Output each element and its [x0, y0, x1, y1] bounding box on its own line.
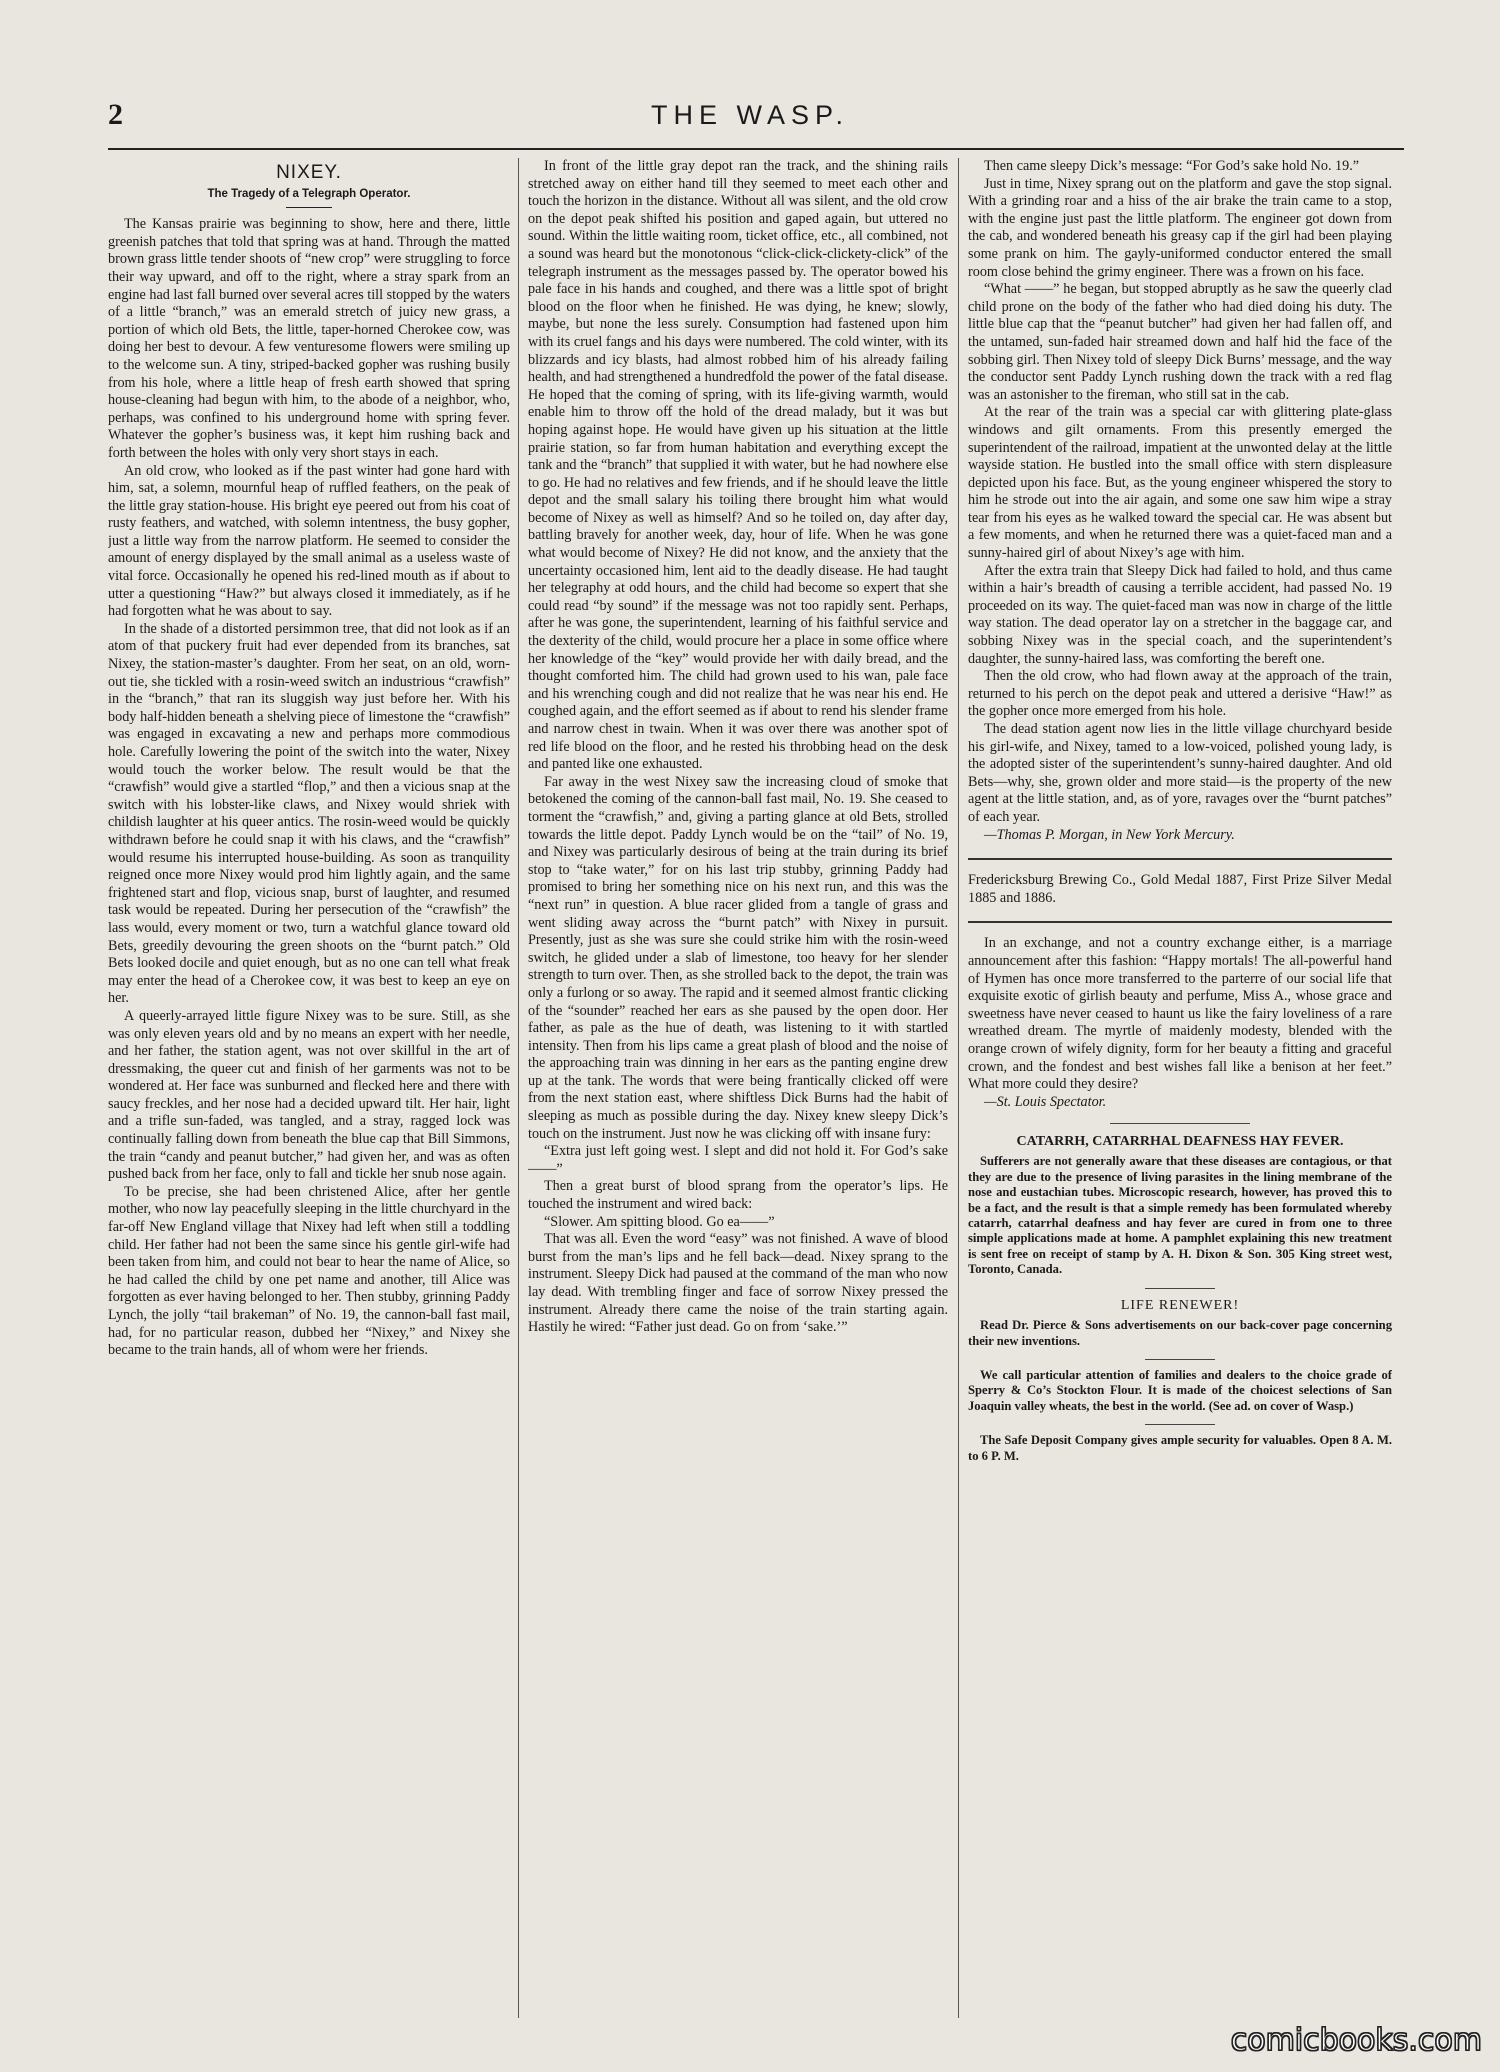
article-paragraph: An old crow, who looked as if the past winter had gone hard with him, sat, a solemn, mournful heap of ruffled feathers, on the peak of the little gray station-house. His bright eye peered out from his coat of rusty feathers, and watched, with solemn intentness, the busy gopher, just a little way from the narrow platform. He seemed to consider the amount of energy displayed by the small animal as a useless waste of vital force. Occasionally he opened his red-lined mouth as if about to utter a questioning “Haw?” but always closed it immediately, as if he had forgotten what he was about to say. [108, 462, 510, 620]
article-paragraph: In the shade of a distorted persimmon tree, that did not look as if an atom of that puckery fruit had ever depended from its branches, sat Nixey, the station-master’s daughter. From her seat, on an old, worn-out tie, she tickled with a rosin-weed switch an industrious “crawfish” in the “branch,” that ran its sluggish way just before her. With his body half-hidden beneath a shelving piece of limestone the “crawfish” was engaged in excavating a new and perhaps more commodious hole. Carefully lowering the point of the switch into the water, Nixey would touch the worker below. The result would be that the “crawfish” would give a startled “flop,” and then a vicious snap at the switch with his lobster-like claws, and Nixey would shriek with childish laughter at his queer antics. The rosin-weed would be quickly withdrawn before he could snap it with his claws, and the “crawfish” would resume his interrupted house-building. As soon as tranquility reigned once more Nixey would prod him lightly again, and the same frightened start and flop, vicious snap, burst of laughter, and resumed task would be repeated. During her persecution of the “crawfish” the lass would, every moment or two, turn a watchful glance toward old Bets, greedily devouring the green shoots on the “burnt patch.” Old Bets looked docile and quiet enough, but as no one can tell what freak may enter the head of a Cherokee cow, it was best to keep an eye on her. [108, 620, 510, 1007]
column-2 [528, 158, 948, 2028]
hymen-paragraph: In an exchange, and not a country exchange either, is a marriage announcement after this fashion: “Happy mortals! The all-powerful hand of Hymen has once more transferred to the parterre of our social life that exquisite exotic of girlish beauty and perfume, Miss A., whose grace and sweetness have never ceased to haunt us like the fairy loveliness of a rare wreathed dream. The myrtle of maidenly modesty, blended with the orange crown of wifely dignity, form for her beauty a fitting and graceful crown, and the fondest and best wishes fall like a benison at her feet.” What more could they desire? [968, 935, 1392, 1093]
short-rule [1110, 1123, 1250, 1124]
article-paragraph: In front of the little gray depot ran the track, and the shining rails stretched away on either hand till they seemed to meet each other and touch the horizon in the distance. Without all was silent, and the old crow on the depot peak shifted his position and gaped again, but uttered no sound. Within the little waiting room, ticket office, etc., all combined, not a sound was heard but the monotonous “click-click-clickety-click” of the telegraph instrument as the messages passed by. The operator bowed his pale face in his hands and coughed, and there was a little spot of bright blood on the floor when he finished. He was dying, he knew; slowly, maybe, but none the less surely. Consumption had fastened upon him with its cruel fangs and his days were numbered. The cold winter, with its blizzards and icy blasts, had almost robbed him of his already failing health, and had strengthened a hundredfold the power of the fatal disease. He hoped that the coming of spring, with its life-giving warmth, would enable him to throw off the hold of the dread malady, but it was but hoping against hope. He would have given up his situation at the little prairie station, so far from human habitation and everything except the tank and the “branch” that supplied it with water, but he had nowhere else to go. He had no relatives and few friends, and if he should leave the little depot and the small salary his toiling there brought him what would become of Nixey as well as himself? And so he toiled on, day after day, battling bravely for another week, day, hour of life. When he was gone what would become of Nixey? He did not know, and the anxiety that the uncertainty occasioned him, lent aid to the deadly disease. He had taught her telegraphy at odd hours, and the child had become so expert that she could read “by sound” if the message was not too rapidly sent. Perhaps, after he was gone, the superintendent, learning of his faithful service and the dexterity of the child, would procure her a place in some office where her knowledge of the “key” would provide her with daily bread, and the thought comforted him. The child had grown used to his wan, pale face and his wrenching cough and did not realize that he was near his end. He coughed again, and the effort seemed as if about to rend his slender frame and narrow chest in twain. When it was over there was another spot of red life blood on the floor, and he rested his throbbing head on the desk and panted like one exhausted. [528, 158, 948, 773]
safe-deposit-text: The Safe Deposit Company gives ample security for valuables. Open 8 A. M. to 6 P. M. [968, 1433, 1392, 1463]
article-byline: —Thomas P. Morgan, in New York Mercury. [984, 826, 1235, 843]
page-number: 2 [108, 98, 123, 131]
article-paragraph: To be precise, she had been christened Alice, after her gentle mother, who now lay peacefully sleeping in the little churchyard in the far-off New England village that Nixey had left when still a toddling child. Her father had not been the same since his gentle girl-wife had been taken from him, and could not bear to hear the name of Alice, so he had called the child by one pet name and another, till Alice was forgotten as ever having belonged to her. Then stubby, grinning Paddy Lynch, the jolly “tail brakeman” of No. 19, the cannon-ball fast mail, had, for no particular reason, dubbed her “Nixey,” and Nixey she became to the train hands, all of whom were her friends. [108, 1183, 510, 1359]
flour-text: We call particular attention of families and dealers to the choice grade of Sperry & Co’s Stockton Flour. It is made of the choicest selections of San Joaquin valley wheats, the best in the world. (See ad. on cover of Wasp.) [968, 1367, 1392, 1413]
section-rule [968, 858, 1392, 860]
title-rule [286, 207, 332, 208]
life-renewer-heading: LIFE RENEWER! [1120, 1297, 1240, 1313]
article-paragraph: “What ——” he began, but stopped abruptly as he saw the queerly clad child prone on the body of the father who had died doing his duty. The little blue cap that the “peanut butcher” had given her had fallen off, and the untamed, sun-faded hair streamed down and half hid the face of the sobbing girl. Then Nixey told of sleepy Dick Burns’ message, and the way the conductor sent Paddy Lynch rushing down the track with a red flag was an astonisher to the fireman, who still sat in the cab. [968, 281, 1392, 403]
article-paragraph: “Extra just left going west. I slept and did not hold it. For God’s sake ——” [528, 1143, 948, 1177]
masthead: THE WASP. [650, 100, 850, 130]
short-rule [1145, 1424, 1215, 1425]
article-paragraph: Then came sleepy Dick’s message: “For God’s sake hold No. 19.” [984, 158, 1360, 174]
article-subtitle: The Tragedy of a Telegraph Operator. [207, 187, 411, 200]
header-rule [108, 148, 1404, 150]
life-renewer-ad [968, 1318, 1392, 1349]
catarrh-heading: CATARRH, CATARRHAL DEAFNESS HAY FEVER. [1016, 1134, 1344, 1150]
column-divider [958, 158, 959, 2018]
article-paragraph: Then a great burst of blood sprang from the operator’s lips. He touched the instrument and wired back: [528, 1178, 948, 1213]
column-3 [968, 158, 1392, 2028]
article-paragraph: At the rear of the train was a special car with glittering plate-glass windows and gilt ornaments. From this presently emerged the superintendent of the railroad, impatient at the unwonted delay at the little wayside station. He bustled into the small office with stern displeasure depicted upon his face. But, as the young engineer whispered the story to him he strode out into the air again, and some one saw him wipe a stray tear from his eyes as he walked toward the special car. He was absent but a few moments, and when he returned there was a quiet-faced man and a sunny-haired girl of about Nixey’s age with him. [968, 404, 1392, 562]
column-divider [518, 158, 519, 2018]
safe-deposit-ad [968, 1433, 1392, 1464]
hymen-byline: —St. Louis Spectator. [984, 1093, 1107, 1110]
catarrh-text: Sufferers are not generally aware that these diseases are contagious, or that they are due to the presence of living parasites in the lining membrane of the nose and eustachian tubes. Microscopic research, however, has proved this to be a fact, and the result is that a simple remedy has been formulated whereby catarrh, catarrhal deafness and hay fever are cured in from one to three simple applications made at home. A pamphlet explaining this new treatment is sent free on receipt of stamp by A. H. Dixon & Son. 305 King street west, Toronto, Canada. [968, 1154, 1392, 1277]
article-paragraph: Just in time, Nixey sprang out on the platform and gave the stop signal. With a grinding roar and a hiss of the air brake the train came to a stop, with the engine just past the little platform. The engineer got down from the cab, and wondered beneath his greasy cap if the girl had been playing some prank on him. The gayly-uniformed conductor entered the small room close behind the grimy engineer. There was a frown on his face. [968, 175, 1392, 280]
brewing-notice: Fredericksburg Brewing Co., Gold Medal 1887, First Prize Silver Medal 1885 and 1886. [968, 872, 1392, 906]
article-paragraph: That was all. Even the word “easy” was not finished. A wave of blood burst from the man’s lips and he fell back—dead. Nixey sprang to the instrument. Sleepy Dick had paused at the command of the man who now lay dead. With trembling finger and face of sorrow Nixey pressed the instrument. Already there came the noise of the train starting again. Hastily he wired: “Father just dead. Go on from ‘sake.’” [528, 1231, 948, 1336]
flour-ad [968, 1368, 1392, 1414]
life-renewer-text: Read Dr. Pierce & Sons advertisements on our back-cover page concerning their new inventions. [968, 1318, 1392, 1348]
column-1 [108, 158, 510, 2028]
article-paragraph: The dead station agent now lies in the little village churchyard beside his girl-wife, and Nixey, tamed to a low-voiced, polished young lady, is the adopted sister of the superintendent’s sunny-haired daughter. And old Bets—why, she, grown older and more staid—is the property of the new agent at the little station, and, as of yore, ravages over the “burnt patches” of each year. [968, 721, 1392, 825]
article-paragraph: The Kansas prairie was beginning to show, here and there, little greenish patches that told that spring was at hand. Through the matted brown grass little tender shoots of “new crop” were struggling to force their way upward, and off to the right, where a stray spark from an engine had last fall burned over several acres till stopped by the waters of a little “branch,” was an emerald stretch of juicy new grass, a portion of which old Bets, the little, taper-horned Cherokee cow, was doing her best to devour. A few venturesome flowers were smiling up to the welcome sun. A tiny, striped-backed gopher was rushing busily from his hole, where a little heap of fresh earth showed that spring house-cleaning had begun with him, to the abode of a neighbor, who, perhaps, was confined to his underground home with spring fever. Whatever the gopher’s business was, it kept him rushing back and forth between the holes with only very short stays in each. [108, 216, 510, 461]
article-title: NIXEY. [276, 162, 342, 183]
article-paragraph: Then the old crow, who had flown away at the approach of the train, returned to his perch on the depot peak and uttered a derisive “Haw!” as the gopher once more emerged from his hole. [968, 668, 1392, 720]
short-rule [1145, 1359, 1215, 1360]
article-paragraph: A queerly-arrayed little figure Nixey was to be sure. Still, as she was only eleven years old and by no means an expert with her needle, and her father, the station agent, was not over skillful in the art of dressmaking, the queer cut and finish of her garments was not to be wondered at. Her face was sunburned and flecked here and there with saucy freckles, and her nose had a decided upward tilt. Her hair, light and a trifle sun-faded, was tangled, and a stray, ragged lock was continually falling down from beneath the blue cap that Bill Simmons, the train “candy and peanut butcher,” had given her, and was as often pushed back from her face, only to fall and tickle her snub nose again. [108, 1007, 510, 1183]
article-paragraph: After the extra train that Sleepy Dick had failed to hold, and thus came within a hair’s breadth of causing a terrible accident, had passed No. 19 proceeded on its way. The quiet-faced man was now in charge of the little way station. The dead operator lay on a stretcher in the baggage car, and sobbing Nixey was in the special coach, and the superintendent’s daughter, the sunny-haired lass, was comforting the bereft one. [968, 562, 1392, 667]
catarrh-ad [968, 1154, 1392, 1277]
section-rule [968, 921, 1392, 923]
article-paragraph: Far away in the west Nixey saw the increasing cloud of smoke that betokened the coming of the cannon-ball fast mail, No. 19. She ceased to torment the “crawfish,” and, giving a parting glance at old Bets, strolled towards the little depot. Paddy Lynch would be on the “tail” of No. 19, and Nixey was particularly desirous of being at the train during its brief stop to “take water,” for on his last trip stubby, grinning Paddy had promised to bring her something nice on his next run, and this was the “next run” in question. A blue racer glided from a tangle of grass and went sliding away across the “burnt patch” with Nixey in pursuit. Presently, just as she was sure she could strike him with the rosin-weed switch, he glided under a slab of limestone, too heavy for her slender strength to turn over. Then, as she strolled back to the depot, the train was only a furlong or so away. The rapid and it seemed almost frantic clicking of the “sounder” reached her ears as she paused by the open door. Her father, as pale as the hue of death, was listening to it with startled intensity. Then from his lips came a great plash of blood and the noise of the approaching train was dinning in her ears as the panting engine drew up at the tank. The words that were being frantically clicked off were from the next station east, where shiftless Dick Burns had the habit of sleeping as much as possible during the day. Nixey knew sleepy Dick’s touch on the instrument. Just now he was clicking off with insane fury: [528, 773, 948, 1142]
short-rule [1145, 1288, 1215, 1289]
watermark-logo: comicbooks.com [1230, 2023, 1482, 2058]
article-paragraph: “Slower. Am spitting blood. Go ea——” [544, 1213, 775, 1230]
